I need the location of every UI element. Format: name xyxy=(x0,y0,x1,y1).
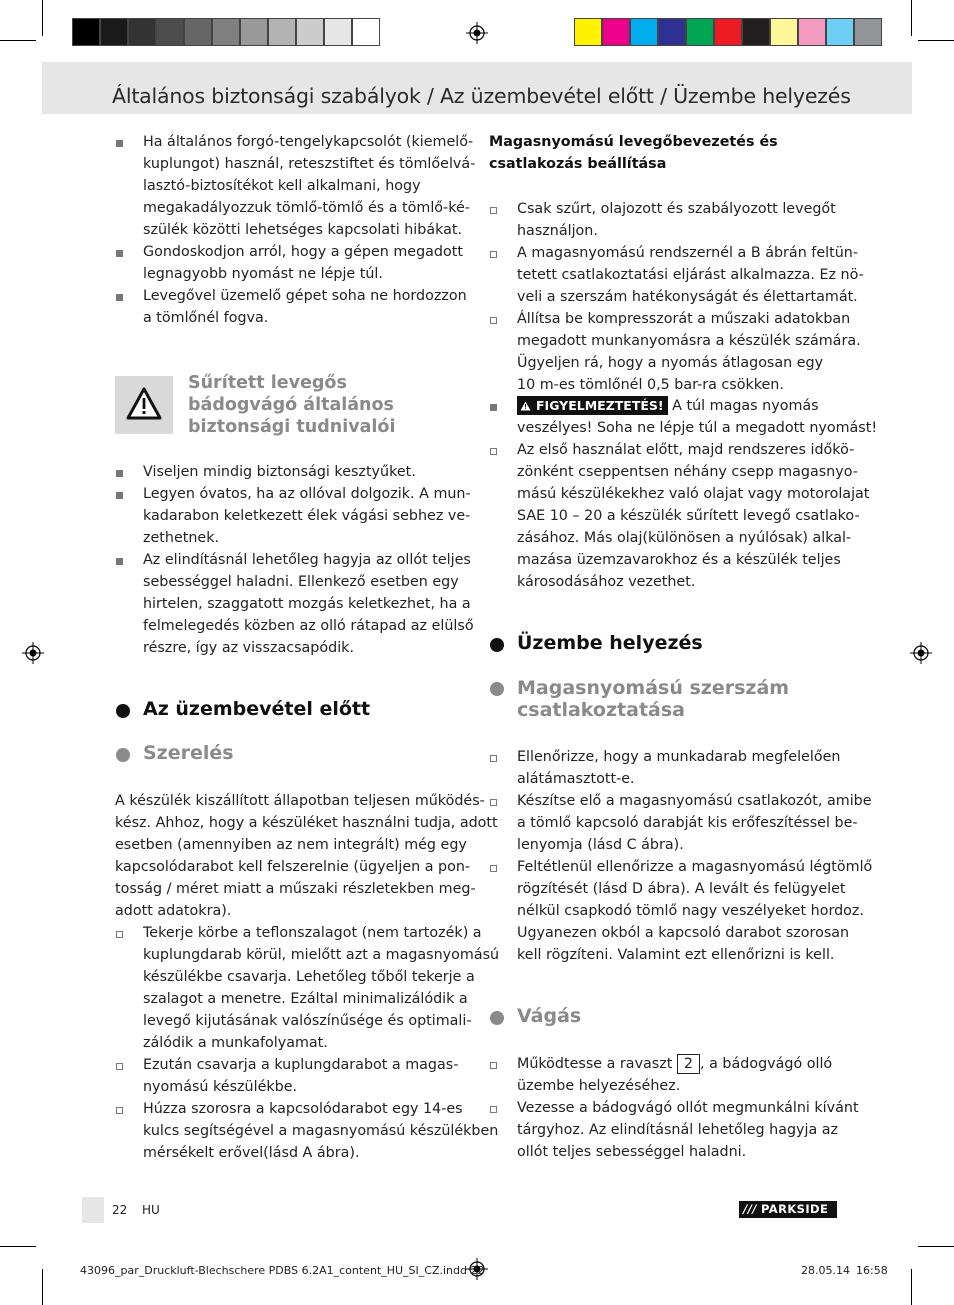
oil-step-item xyxy=(517,439,869,593)
safety-bullet-item-line: Az elindításnál lehetőleg hagyja az ollót teljes xyxy=(143,552,471,568)
color-swatch xyxy=(602,18,630,46)
connection-step-item-line: nélkül csapkodó tömlő nagy veszélyeket hordoz. xyxy=(517,903,864,919)
oil-step-item-line: zönként cseppentsen néhány csepp magasnyo- xyxy=(517,464,858,480)
assembly-step-item-line: nyomású készülékbe. xyxy=(143,1079,298,1095)
oil-step-item-line: SAE 10 – 20 a készülék sűrített levegő csatlako- xyxy=(517,508,860,524)
assembly-step-item-line: kuplungdarab körül, mielőtt azt a magasnyomású xyxy=(143,947,500,963)
intro-bullet-item xyxy=(143,285,467,329)
bullet-box-icon xyxy=(490,755,497,762)
crop-mark xyxy=(911,1269,912,1305)
color-swatch xyxy=(686,18,714,46)
safety-bullet-item-line: felmelegedés közben az olló rátapad az elülső xyxy=(143,618,474,634)
language-code: HU xyxy=(142,1203,160,1217)
bullet-box-icon xyxy=(490,799,497,806)
registration-mark-icon xyxy=(466,22,488,44)
bullet-box-icon xyxy=(490,1062,497,1069)
assembly-paragraph-line: kapcsolódarabot kell felszerelnie (ügyeljen a pon- xyxy=(115,859,471,875)
color-swatch xyxy=(770,18,798,46)
air-supply-heading-line: csatlakozás beállítása xyxy=(489,156,667,172)
assembly-paragraph-line: kész. Ahhoz, hogy a készüléket használni tudja, adott xyxy=(115,815,498,831)
page-title: Általános biztonsági szabályok / Az üzembevétel előtt / Üzembe helyezés xyxy=(112,84,851,108)
connection-step-item-line: Készítse elő a magasnyomású csatlakozót, amibe xyxy=(517,793,872,809)
warning-box xyxy=(115,376,173,434)
crop-mark xyxy=(42,0,43,36)
crop-mark xyxy=(42,1269,43,1305)
connection-step-item-line: rögzítését (lásd D ábra). A levált és felügyelet xyxy=(517,881,846,897)
color-swatch xyxy=(240,18,268,46)
cutting-step xyxy=(517,1053,847,1097)
cutting-step-text: , a bádogvágó olló xyxy=(700,1056,833,1072)
connection-step-item-line: Ellenőrizze, hogy a munkadarab megfelelően xyxy=(517,749,841,765)
connection-step-item-line: kell rögzíteni. Valamint ezt ellenőrizni is kell. xyxy=(517,947,835,963)
warning-label-badge xyxy=(517,396,668,415)
intro-bullet-item-line: szülék közötti lehetséges kapcsolati hibákat. xyxy=(143,222,463,238)
section-bullet-icon xyxy=(116,704,130,718)
registration-mark-icon xyxy=(910,642,932,664)
section-heading-startup: Üzembe helyezés xyxy=(517,632,703,654)
cutting-step-text: üzembe helyezéséhez. xyxy=(517,1078,681,1094)
air-supply-heading-line: Magasnyomású levegőbevezetés és xyxy=(489,134,778,150)
safety-bullet-item-line: részre, így az visszacsapódik. xyxy=(143,640,354,656)
safety-bullet-item-line: zethetnek. xyxy=(143,530,220,546)
air-supply-step-item-line: A magasnyomású rendszernél a B ábrán feltün- xyxy=(517,245,858,261)
color-swatch xyxy=(826,18,854,46)
file-slug: 43096_par_Druckluft-Blechschere PDBS 6.2A1_content_HU_SI_CZ.indd 22 xyxy=(80,1264,485,1277)
crop-mark xyxy=(911,0,912,36)
warning-label-text: FIGYELMEZTETÉS! xyxy=(536,398,664,413)
intro-bullet-item-line: Levegővel üzemelő gépet soha ne hordozzon xyxy=(143,288,467,304)
air-supply-step-item-line: Ügyeljen rá, hogy a nyomás átlagosan egy xyxy=(517,355,824,371)
bullet-box-icon xyxy=(490,207,497,214)
section-heading-before-use: Az üzembevétel előtt xyxy=(143,698,371,720)
intro-bullet-item-line: legnagyobb nyomást ne lépje túl. xyxy=(143,266,383,282)
warning-note xyxy=(517,395,878,439)
assembly-step-item xyxy=(143,922,499,1054)
bullet-square-icon xyxy=(116,558,123,565)
trigger-reference-number: 2 xyxy=(677,1054,700,1074)
crop-mark xyxy=(918,40,954,41)
color-swatch xyxy=(798,18,826,46)
bullet-square-icon xyxy=(116,492,123,499)
safety-bullet-item xyxy=(143,483,471,549)
assembly-step-item-line: levegő kijutásának valószínűsége és optimali- xyxy=(143,1013,472,1029)
assembly-step-item-line: készülékbe csavarja. Lehetőleg tőből tekerje a xyxy=(143,969,475,985)
intro-bullet-item-line: megakadályozzuk tömlő-tömlő és a tömlő-ké- xyxy=(143,200,470,216)
intro-bullet-item-line: kuplungot) használ, reteszstiftet és tömlőelvá- xyxy=(143,156,476,172)
air-supply-step-item-line: 10 m-es tömlőnél 0,5 bar-ra csökken. xyxy=(517,377,784,393)
subsection-bullet-icon xyxy=(490,1011,504,1025)
air-supply-step-item xyxy=(517,198,836,242)
color-swatch xyxy=(72,18,100,46)
safety-warning-heading-line: biztonsági tudnivalói xyxy=(188,417,396,437)
cutting-step-line: ollót teljes sebességgel haladni. xyxy=(517,1144,747,1160)
color-swatch xyxy=(324,18,352,46)
connection-step-item xyxy=(517,856,872,966)
subsection-bullet-icon xyxy=(116,748,130,762)
assembly-paragraph-text xyxy=(115,790,498,922)
connection-step-item-line: Feltétlenül ellenőrizze a magasnyomású légtömlő xyxy=(517,859,873,875)
assembly-step-item-line: mérsékelt erővel(lásd A ábra). xyxy=(143,1145,360,1161)
bullet-square-icon xyxy=(116,250,123,257)
bullet-box-icon xyxy=(490,1106,497,1113)
assembly-step-item xyxy=(143,1098,498,1164)
subsection-heading-assembly: Szerelés xyxy=(143,742,234,764)
intro-bullet-item-line: Gondoskodjon arról, hogy a gépen megadott xyxy=(143,244,463,260)
warning-triangle-icon xyxy=(520,396,531,415)
color-swatch xyxy=(658,18,686,46)
assembly-step-item-line: zálódik a munkafolyamat. xyxy=(143,1035,328,1051)
assembly-paragraph-line: tosság / méret miatt a műszaki részletekben meg- xyxy=(115,881,476,897)
intro-bullet-item xyxy=(143,241,463,285)
bullet-square-icon xyxy=(116,294,123,301)
color-swatch xyxy=(184,18,212,46)
crop-mark xyxy=(0,1246,36,1247)
color-swatch xyxy=(352,18,380,46)
subsection-heading-cutting: Vágás xyxy=(517,1005,582,1027)
connection-step-item-line: Ugyanezen okból a kapcsoló darabot szorosan xyxy=(517,925,850,941)
color-swatch xyxy=(630,18,658,46)
color-swatch xyxy=(100,18,128,46)
warning-note-line: veszélyes! Soha ne lépje túl a megadott nyomást! xyxy=(517,420,878,436)
footer-page-tab xyxy=(82,1197,104,1223)
cutting-step-line: tárgyhoz. Az elindításnál lehetőleg hagyja az xyxy=(517,1122,839,1138)
print-time: 16:58 xyxy=(856,1264,888,1277)
safety-warning-heading xyxy=(188,372,458,438)
safety-warning-heading-line: bádogvágó általános xyxy=(188,395,394,415)
intro-bullet-item-line: lasztó-biztosítékot kell alkalmani, hogy xyxy=(143,178,421,194)
safety-bullet-item-line: Legyen óvatos, ha az ollóval dolgozik. A mun- xyxy=(143,486,471,502)
subsection-heading-line: Magasnyomású szerszám xyxy=(517,677,790,699)
oil-step-item-line: mazása üzemzavarokhoz és a készülék teljes xyxy=(517,552,841,568)
oil-step-item-line: Az első használat előtt, majd rendszeres időkö- xyxy=(517,442,855,458)
safety-bullet-item xyxy=(143,549,474,659)
bullet-box-icon xyxy=(490,448,497,455)
intro-bullet-item-line: Ha általános forgó-tengelykapcsolót (kiemelő- xyxy=(143,134,474,150)
air-supply-step-item-line: tetett csatlakoztatási eljárást alkalmazza. Ez nö- xyxy=(517,267,864,283)
bullet-box-icon xyxy=(490,251,497,258)
connection-step-item xyxy=(517,746,840,790)
registration-mark-icon xyxy=(22,642,44,664)
color-swatch xyxy=(128,18,156,46)
air-supply-heading xyxy=(489,131,778,175)
color-swatch xyxy=(854,18,882,46)
subsection-bullet-icon xyxy=(490,682,504,696)
assembly-step-item-line: Ezután csavarja a kuplungdarabot a magas- xyxy=(143,1057,459,1073)
air-supply-step-item-line: Állítsa be kompresszorát a műszaki adatokban xyxy=(517,311,851,327)
color-swatch xyxy=(742,18,770,46)
oil-step-item-line: károsodásához vezethet. xyxy=(517,574,696,590)
air-supply-step-item-line: Csak szűrt, olajozott és szabályozott levegőt xyxy=(517,201,836,217)
bullet-box-icon xyxy=(490,317,497,324)
brand-name: PARKSIDE xyxy=(761,1202,829,1216)
color-swatch xyxy=(296,18,324,46)
print-date: 28.05.14 xyxy=(801,1264,850,1277)
page-number: 22 xyxy=(112,1203,128,1217)
air-supply-step-item xyxy=(517,308,861,396)
assembly-paragraph-line: esetben (amennyiben az nem integrált) még egy xyxy=(115,837,467,853)
crop-mark xyxy=(918,1246,954,1247)
bullet-square-icon xyxy=(490,404,497,411)
color-swatch xyxy=(574,18,602,46)
air-supply-step-item-line: megadott munkanyomásra a készülék számára. xyxy=(517,333,861,349)
intro-bullet-item xyxy=(143,131,475,241)
cutting-step xyxy=(517,1097,859,1163)
air-supply-step-item-line: használjon. xyxy=(517,223,598,239)
air-supply-step-item-line: veli a szerszám hatékonyságát és élettartamát. xyxy=(517,289,858,305)
warning-note-line: A túl magas nyomás xyxy=(667,398,819,414)
oil-step-item-line: zásához. Más olaj(különösen a nyúlósak) alkal- xyxy=(517,530,852,546)
bullet-box-icon xyxy=(116,1107,123,1114)
assembly-step-item-line: Húzza szorosra a kapcsolódarabot egy 14-es xyxy=(143,1101,463,1117)
safety-bullet-item-line: kadarabon keletkezett élek vágási sebhez ve- xyxy=(143,508,471,524)
warning-triangle-icon xyxy=(115,376,173,434)
color-swatch xyxy=(714,18,742,46)
air-supply-step-item xyxy=(517,242,864,308)
bullet-square-icon xyxy=(116,140,123,147)
cutting-step-line: Vezesse a bádogvágó ollót megmunkálni kívánt xyxy=(517,1100,859,1116)
safety-bullet-item xyxy=(143,461,416,483)
section-bullet-icon xyxy=(490,638,504,652)
connection-step-item xyxy=(517,790,872,856)
bullet-box-icon xyxy=(116,931,123,938)
connection-step-item-line: alátámasztott-e. xyxy=(517,771,635,787)
safety-bullet-item-line: sebességgel haladni. Ellenkező esetben egy xyxy=(143,574,459,590)
intro-bullet-item-line: a tömlőnél fogva. xyxy=(143,310,269,326)
safety-bullet-item-line: Viseljen mindig biztonsági kesztyűket. xyxy=(143,464,416,480)
bullet-square-icon xyxy=(116,470,123,477)
safety-bullet-item-line: hirtelen, szaggatott mozgás keletkezhet, ha a xyxy=(143,596,471,612)
crop-mark xyxy=(0,40,36,41)
brand-logo xyxy=(739,1201,837,1218)
oil-step-item-line: mású készülékekhez való olajat vagy motorolajat xyxy=(517,486,870,502)
safety-warning-heading-line: Sűrített levegős xyxy=(188,373,347,393)
assembly-step-item xyxy=(143,1054,458,1098)
bullet-box-icon xyxy=(116,1063,123,1070)
assembly-paragraph-line: adott adatokra). xyxy=(115,903,232,919)
brand-slashes-icon: /// xyxy=(743,1202,757,1216)
color-swatch xyxy=(212,18,240,46)
assembly-step-item-line: szalagot a menetre. Ezáltal minimalizálódik a xyxy=(143,991,468,1007)
subsection-heading-tool-connection xyxy=(517,677,789,721)
color-swatch xyxy=(268,18,296,46)
connection-step-item-line: a tömlő kapcsoló darabját kis erőfeszítéssel be- xyxy=(517,815,858,831)
assembly-step-item-line: kulcs segítségével a magasnyomású készülékben xyxy=(143,1123,499,1139)
color-swatch xyxy=(156,18,184,46)
assembly-step-item-line: Tekerje körbe a teflonszalagot (nem tartozék) a xyxy=(143,925,482,941)
connection-step-item-line: lenyomja (lásd C ábra). xyxy=(517,837,684,853)
bullet-box-icon xyxy=(490,865,497,872)
subsection-heading-line: csatlakoztatása xyxy=(517,699,685,721)
assembly-paragraph-line: A készülék kiszállított állapotban teljesen működés- xyxy=(115,793,485,809)
cutting-step-text: Működtesse a ravaszt xyxy=(517,1056,677,1072)
